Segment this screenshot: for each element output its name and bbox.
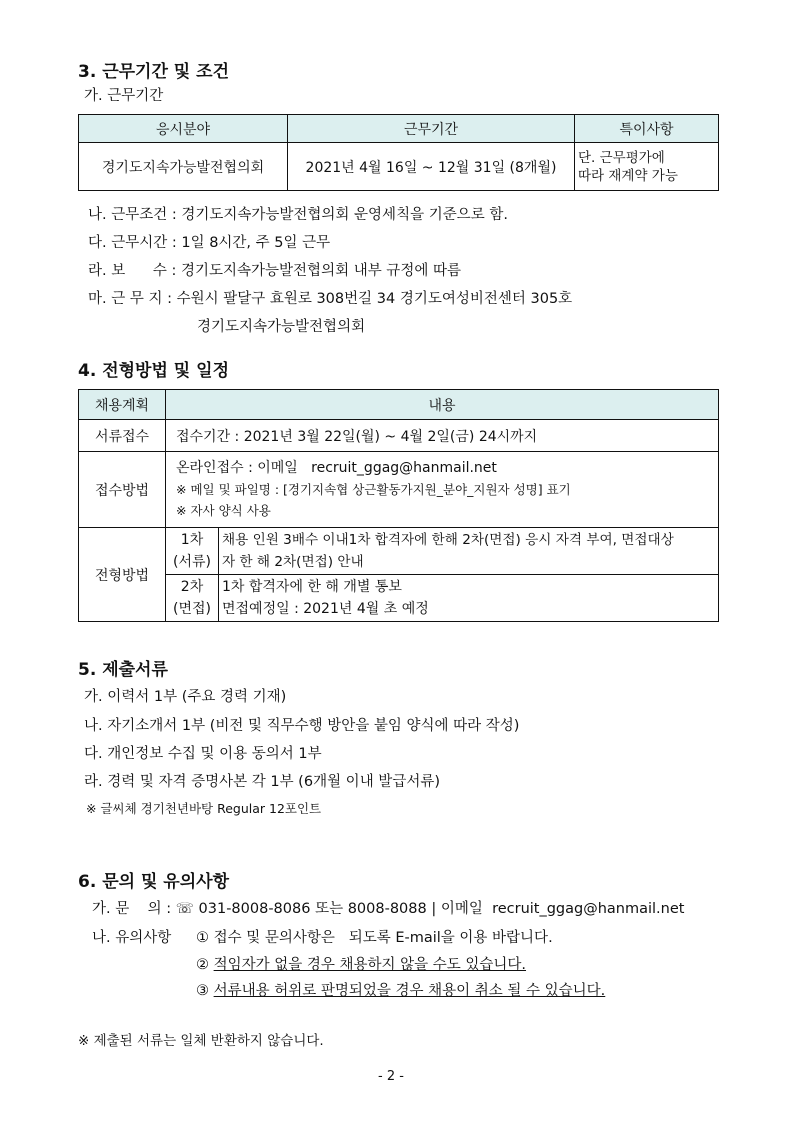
s6-caution-label: 나. 유의사항 xyxy=(92,930,172,946)
s3-ga: 가. 근무기간 xyxy=(84,88,164,104)
cell-note xyxy=(575,143,719,191)
s5-item-1: 가. 이력서 1부 (주요 경력 기재) xyxy=(84,689,287,705)
caution-3-text: 서류내용 허위로 판명되었을 경우 채용이 취소 될 수 있습니다. xyxy=(213,983,606,999)
step-1-type: (서류) xyxy=(173,554,211,570)
s6-contact: 가. 문 의 : ☏ 031-8008-8086 또는 8008-8088 | 이메일 recruit_ggag@hanmail.net xyxy=(92,901,685,917)
caution-2-num: ② xyxy=(196,957,209,973)
caution-3-num: ③ xyxy=(196,983,209,999)
step-1-text xyxy=(219,528,719,575)
section-5-title: 5. 제출서류 xyxy=(78,660,168,680)
selection-table xyxy=(78,389,719,622)
step-2-line-1: 1차 합격자에 한 해 개별 통보 xyxy=(222,579,402,595)
s5-item-2: 나. 자기소개서 1부 (비전 및 직무수행 방안을 붙임 양식에 따라 작성) xyxy=(84,718,520,734)
row-method-label: 접수방법 xyxy=(79,452,166,528)
step-1-line-2: 자 한 해 2차(면접) 안내 xyxy=(222,554,364,570)
row-receipt-text: 접수기간 : 2021년 3월 22일(월) ~ 4월 2일(금) 24시까지 xyxy=(166,420,719,452)
step-2-type: (면접) xyxy=(173,601,211,617)
method-line-1: 온라인접수 : 이메일 recruit_ggag@hanmail.net xyxy=(176,460,497,476)
row-selection-label: 전형방법 xyxy=(79,528,166,622)
s3-na: 나. 근무조건 : 경기도지속가능발전협의회 운영세칙을 기준으로 함. xyxy=(88,207,508,223)
cell-field: 경기도지속가능발전협의회 xyxy=(79,143,288,191)
step-1-line-1: 채용 인원 3배수 이내1차 합격자에 한해 2차(면접) 응시 자격 부여, 면접대상 xyxy=(222,532,674,548)
step-1-num: 1차 xyxy=(180,532,204,548)
step-2-num: 2차 xyxy=(180,579,204,595)
note-line-2: 따라 재계약 가능 xyxy=(578,167,678,184)
footer-note: ※ 제출된 서류는 일체 반환하지 않습니다. xyxy=(78,1033,324,1049)
header-content: 내용 xyxy=(166,390,719,420)
section-4-title: 4. 전형방법 및 일정 xyxy=(78,361,229,381)
step-2-line-2: 면접예정일 : 2021년 4월 초 예정 xyxy=(222,601,429,617)
row-receipt-label: 서류접수 xyxy=(79,420,166,452)
header-period: 근무기간 xyxy=(288,115,575,143)
method-line-2: ※ 메일 및 파일명 : [경기지속협 상근활동가지원_분야_지원자 성명] 표기 xyxy=(176,482,571,497)
method-line-3: ※ 자사 양식 사용 xyxy=(176,503,271,518)
s6-caution-2 xyxy=(196,953,526,974)
page-number: - 2 - xyxy=(378,1069,404,1084)
s3-ma: 마. 근 무 지 : 수원시 팔달구 효원로 308번길 34 경기도여성비전센터 305호 xyxy=(88,291,573,307)
s3-da: 다. 근무시간 : 1일 8시간, 주 5일 근무 xyxy=(88,235,331,251)
section-3-title: 3. 근무기간 및 조건 xyxy=(78,62,229,82)
row-method-text xyxy=(166,452,719,528)
step-1-label xyxy=(166,528,219,575)
header-field: 응시분야 xyxy=(79,115,288,143)
s6-caution-3 xyxy=(196,979,605,1000)
s6-caution-1: ① 접수 및 문의사항은 되도록 E-mail을 이용 바랍니다. xyxy=(196,930,553,946)
work-period-table xyxy=(78,114,719,191)
header-note: 특이사항 xyxy=(575,115,719,143)
cell-period: 2021년 4월 16일 ~ 12월 31일 (8개월) xyxy=(288,143,575,191)
section-6-title: 6. 문의 및 유의사항 xyxy=(78,872,229,892)
step-2-label xyxy=(166,575,219,622)
s5-item-4: 라. 경력 및 자격 증명사본 각 1부 (6개월 이내 발급서류) xyxy=(84,774,440,790)
s3-ra: 라. 보 수 : 경기도지속가능발전협의회 내부 규정에 따름 xyxy=(88,263,461,279)
s3-ma2: 경기도지속가능발전협의회 xyxy=(197,319,366,335)
s5-item-3: 다. 개인정보 수집 및 이용 동의서 1부 xyxy=(84,746,322,762)
s5-note: ※ 글씨체 경기천년바탕 Regular 12포인트 xyxy=(86,801,322,816)
note-line-1: 단. 근무평가에 xyxy=(578,149,665,166)
step-2-text xyxy=(219,575,719,622)
caution-2-text: 적임자가 없을 경우 채용하지 않을 수도 있습니다. xyxy=(213,957,527,973)
header-plan: 채용계획 xyxy=(79,390,166,420)
